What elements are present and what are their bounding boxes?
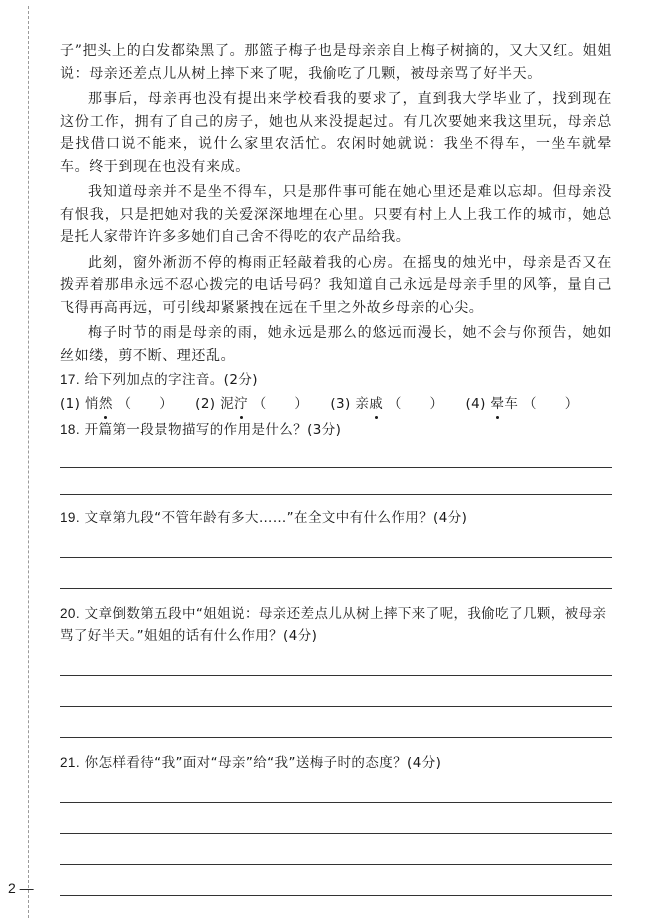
answer-line[interactable]: [60, 676, 612, 707]
answer-line[interactable]: [60, 774, 612, 803]
question-number: 21.: [60, 755, 80, 770]
question-number: 19.: [60, 510, 80, 525]
question-19: [60, 507, 612, 529]
question-text: 开篇第一段景物描写的作用是什么？(3分): [84, 422, 342, 438]
answer-line[interactable]: [60, 468, 612, 495]
answer-area-20[interactable]: [60, 647, 612, 738]
passage-paragraph: 梅子时节的雨是母亲的雨，她永远是那么的悠远而漫长，她不会与你预告，她如丝如缕，剪不断、理还乱。: [60, 325, 612, 364]
dotted-char: 戚: [369, 393, 383, 415]
answer-line[interactable]: [60, 647, 612, 676]
dotted-char: 然: [99, 393, 113, 415]
answer-blank[interactable]: （ ）: [387, 396, 444, 412]
pinyin-options: [60, 393, 612, 415]
answer-line[interactable]: [60, 529, 612, 558]
option-3: (3) 亲戚 （ ）: [330, 393, 443, 415]
passage-paragraph: 我知道母亲并不是坐不得车，只是那件事可能在她心里还是难以忘却。但母亲没有恨我，只是把她对我的关爱深深地埋在心里。只要有村上人上我工作的城市，她总是托人家带许许多多她们自己舍不得吃的农产品给我。: [60, 184, 612, 245]
question-text: 给下列加点的字注音。(2分): [84, 372, 258, 388]
passage-paragraph: 此刻，窗外淅沥不停的梅雨正轻敲着我的心房。在摇曳的烛光中，母亲是否又在拨弄着那串永远不忍心拨完的电话号码？我知道自己永远是母亲手里的风筝，量自己飞得再高再远，可引线却紧紧拽在远在千里之外故乡母亲的心尖。: [60, 254, 612, 316]
answer-blank[interactable]: （ ）: [523, 396, 579, 412]
answer-line[interactable]: [60, 834, 612, 865]
question-21: [60, 752, 612, 774]
answer-line[interactable]: [60, 865, 612, 896]
answer-area-19[interactable]: [60, 529, 612, 589]
question-text: 文章第九段“不管年龄有多大……”在全文中有什么作用？(4分): [84, 510, 468, 526]
passage-paragraph: 那事后，母亲再也没有提出来学校看我的要求了，直到我大学毕业了，找到现在这份工作，拥有了自己的房子，她也从来没提起过。有几次要她来我这里玩，母亲总是找借口说不能来，说什么家里农活忙。农闲时她就说：我坐不得车，一坐车就晕车。终于到现在也没有来成。: [60, 91, 612, 175]
answer-blank[interactable]: （ ）: [117, 396, 174, 412]
answer-area-21[interactable]: [60, 774, 612, 896]
answer-line[interactable]: [60, 803, 612, 834]
question-20: [60, 603, 612, 647]
question-18: [60, 419, 612, 441]
answer-line[interactable]: [60, 707, 612, 738]
option-2: (2) 泥泞 （ ）: [195, 393, 308, 415]
option-1: (1) 悄然 （ ）: [60, 393, 173, 415]
answer-line[interactable]: [60, 441, 612, 468]
question-text: 文章倒数第五段中“姐姐说：母亲还差点儿从树上摔下来了呢，我偷吃了几颗，被母亲骂了好半天。”姐姐的话有什么作用？(4分): [60, 606, 607, 644]
option-4: (4) 晕车 （ ）: [465, 393, 578, 415]
question-17: [60, 369, 612, 415]
answer-area-18[interactable]: [60, 441, 612, 495]
question-number: 17.: [60, 372, 80, 387]
passage-paragraph: 子”把头上的白发都染黑了。那篮子梅子也是母亲亲自上梅子树摘的，又大又红。姐姐说：母亲还差点儿从树上摔下来了呢，我偷吃了几颗，被母亲骂了好半天。: [60, 43, 612, 82]
question-number: 18.: [60, 422, 80, 437]
answer-blank[interactable]: （ ）: [252, 396, 309, 412]
binding-margin-line: [28, 6, 29, 918]
dotted-char: 晕: [491, 393, 505, 415]
question-text: 你怎样看待“我”面对“母亲”给“我”送梅子时的态度？(4分): [84, 755, 442, 771]
page-content: [60, 40, 612, 900]
answer-line[interactable]: [60, 558, 612, 589]
question-number: 20.: [60, 606, 80, 621]
dotted-char: 泞: [234, 393, 248, 415]
page-number: 2 —: [8, 880, 34, 896]
